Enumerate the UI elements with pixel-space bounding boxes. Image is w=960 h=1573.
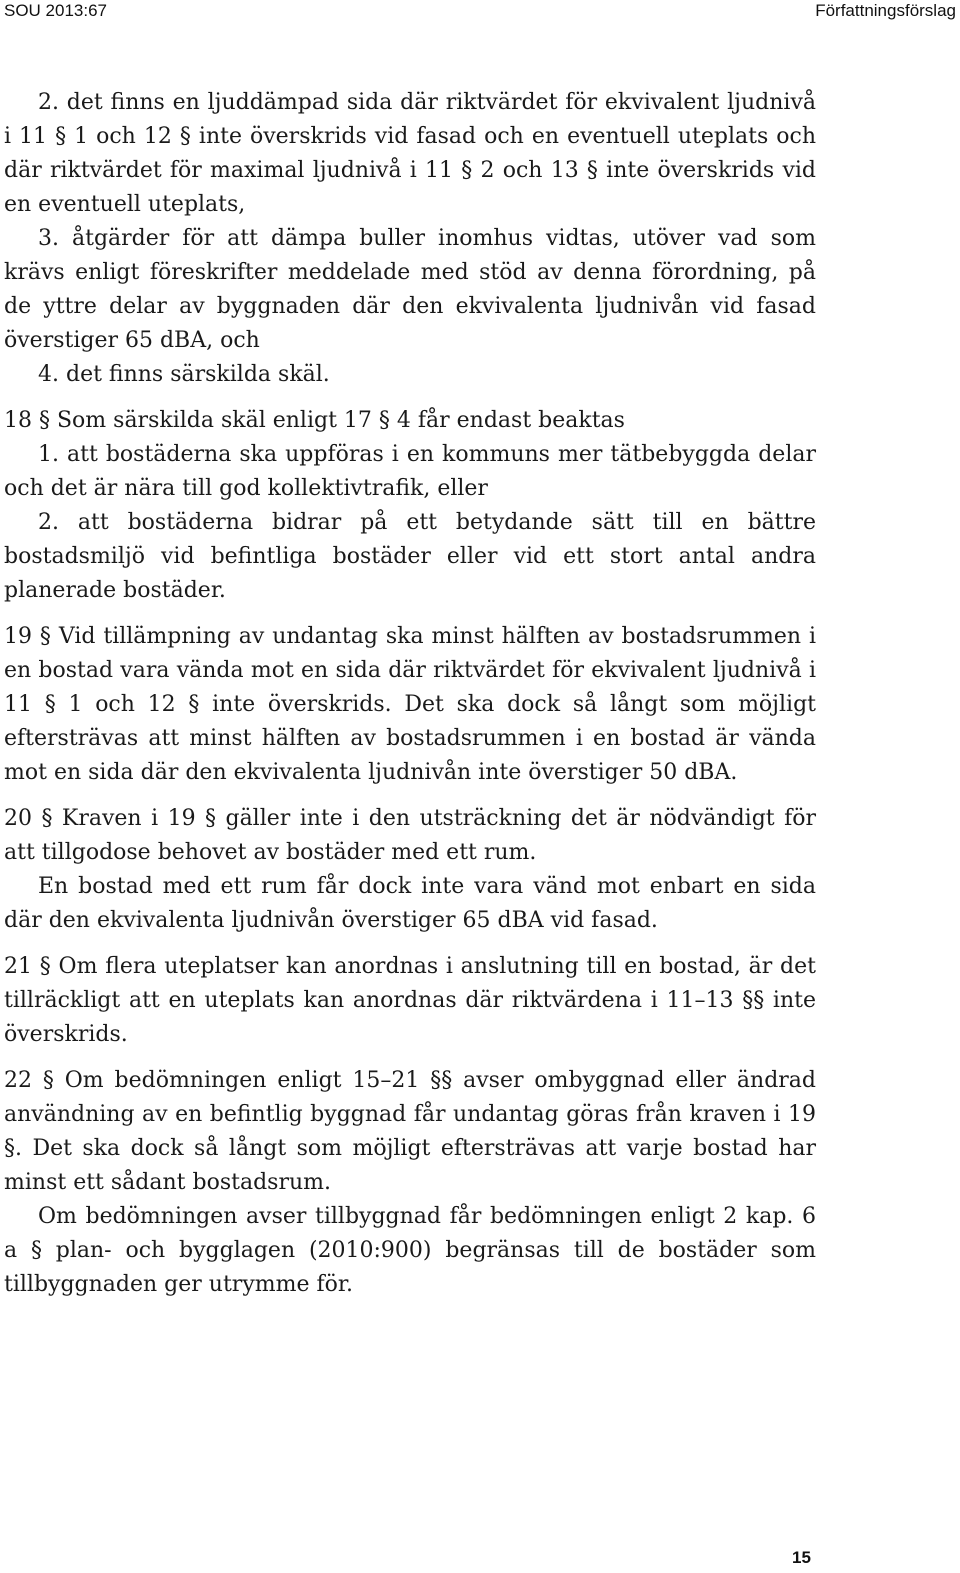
section-title: Författningsförslag (815, 1, 956, 20)
running-header (0, 0, 960, 24)
section-22-paragraph: 22 § Om bedömningen enligt 15–21 §§ avser ombyggnad eller ändrad användning av en befintlig byggnad får undantag göras från kraven i 19 §. Det ska dock så långt som möjligt eftersträvas att varje bostad har minst ett sådant bostadsrum. (4, 1068, 816, 1195)
section-18-item-1: 1. att bostäderna ska uppföras i en kommuns mer tätbebyggda delar och det är nära till god kollektivtrafik, eller (4, 442, 816, 501)
document-body (4, 86, 816, 1302)
section-20-second-paragraph: En bostad med ett rum får dock inte vara vänd mot enbart en sida där den ekvivalenta ljudnivån överstiger 65 dBA vid fasad. (4, 874, 816, 933)
report-reference: SOU 2013:67 (4, 1, 108, 20)
list-item-3-indoor-measures: 3. åtgärder för att dämpa buller inomhus vidtas, utöver vad som krävs enligt föreskrifter meddelade med stöd av denna förordning, på de yttre delar av byggnaden där den ekvivalenta ljudnivån vid fasad överstiger 65 dBA, och (4, 226, 816, 353)
section-22-second-paragraph: Om bedömningen avser tillbyggnad får bedömningen enligt 2 kap. 6 a § plan- och bygglagen (2010:900) begränsas till de bostäder som tillbyggnaden ger utrymme för. (4, 1204, 816, 1297)
page-number: 15 (792, 1548, 811, 1567)
section-18-item-2: 2. att bostäderna bidrar på ett betydande sätt till en bättre bostadsmiljö vid befintliga bostäder eller vid ett stort antal andra planerade bostäder. (4, 510, 816, 603)
section-18-heading: 18 § Som särskilda skäl enligt 17 § 4 får endast beaktas (4, 408, 625, 433)
section-20-paragraph: 20 § Kraven i 19 § gäller inte i den utsträckning det är nödvändigt för att tillgodose behovet av bostäder med ett rum. (4, 806, 816, 865)
list-item-4-special-reasons: 4. det finns särskilda skäl. (38, 362, 330, 387)
list-item-2-quiet-side: 2. det finns en ljuddämpad sida där riktvärdet för ekvivalent ljudnivå i 11 § 1 och 12 § inte överskrids vid fasad och en eventuell uteplats och där riktvärdet för maximal ljudnivå i 11 § 2 och 13 § inte överskrids vid en eventuell uteplats, (4, 90, 816, 217)
section-19-paragraph: 19 § Vid tillämpning av undantag ska minst hälften av bostadsrummen i en bostad vara vända mot en sida där riktvärdet för ekvivalent ljudnivå i 11 § 1 och 12 § inte överskrids. Det ska dock så långt som möjligt eftersträvas att minst hälften av bostadsrummen i en bostad är vända mot en sida där den ekvivalenta ljudnivån inte överstiger 50 dBA. (4, 624, 816, 785)
section-21-paragraph: 21 § Om flera uteplatser kan anordnas i anslutning till en bostad, är det tillräckligt att en uteplats kan anordnas där riktvärdena i 11–13 §§ inte överskrids. (4, 954, 816, 1047)
